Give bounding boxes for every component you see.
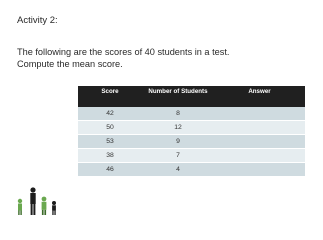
- score-cell: 46: [78, 163, 142, 177]
- prompt-line-1: The following are the scores of 40 students in a test.: [17, 47, 230, 57]
- table-header-row: [78, 86, 305, 107]
- score-cell: 42: [78, 107, 142, 121]
- table-row: [78, 121, 305, 135]
- header-number-of-students: Number of Students: [142, 86, 214, 107]
- answer-cell[interactable]: [214, 121, 305, 135]
- score-cell: 53: [78, 135, 142, 149]
- table-row: [78, 163, 305, 177]
- students-cell: 4: [142, 163, 214, 177]
- students-cell: 7: [142, 149, 214, 163]
- table-row: [78, 149, 305, 163]
- prompt-line-2: Compute the mean score.: [17, 58, 123, 69]
- answer-cell[interactable]: [214, 135, 305, 149]
- students-cell: 9: [142, 135, 214, 149]
- scores-table: [78, 86, 305, 177]
- activity-prompt: [17, 47, 317, 70]
- activity-title: Activity 2:: [17, 15, 58, 26]
- score-cell: 38: [78, 149, 142, 163]
- header-score: Score: [78, 86, 142, 107]
- score-cell: 50: [78, 121, 142, 135]
- header-answer: Answer: [214, 86, 305, 107]
- table-row: [78, 135, 305, 149]
- answer-cell[interactable]: [214, 163, 305, 177]
- table-row: [78, 107, 305, 121]
- students-cell: 8: [142, 107, 214, 121]
- students-cell: 12: [142, 121, 214, 135]
- answer-cell[interactable]: [214, 107, 305, 121]
- people-figures-icon: [14, 186, 74, 215]
- answer-cell[interactable]: [214, 149, 305, 163]
